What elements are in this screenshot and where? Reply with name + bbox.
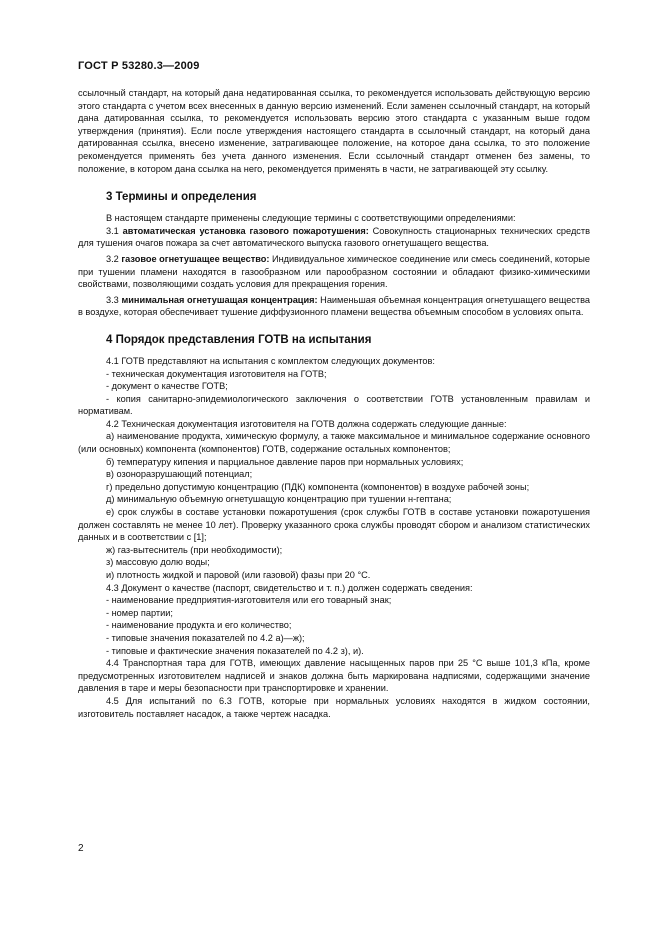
section-4-paragraph: 4.5 Для испытаний по 6.3 ГОТВ, которые при нормальных условиях находятся в жидком состоянии, изготовитель поставляет насадок, а также чертеж насадка. xyxy=(78,695,590,719)
section-4-paragraph: - документ о качестве ГОТВ; xyxy=(106,381,228,392)
section-3-title: 3 Термины и определения xyxy=(106,191,257,204)
term-name: минимальная огнетушащая концентрация: xyxy=(121,294,318,305)
section-4-title: 4 Порядок представления ГОТВ на испытания xyxy=(106,333,372,346)
term-number: 3.2 xyxy=(106,253,122,264)
section-4-body xyxy=(78,355,590,720)
section-4-paragraph: г) предельно допустимую концентрацию (ПДК) компонента (компонентов) в воздухе рабочей зоны; xyxy=(106,481,530,492)
section-4-paragraph: - техническая документация изготовителя на ГОТВ; xyxy=(106,368,327,379)
page-number: 2 xyxy=(78,843,84,854)
term-number: 3.3 xyxy=(106,294,122,305)
term-3-3 xyxy=(78,294,590,319)
section-4-paragraph: з) массовую долю воды; xyxy=(106,557,210,568)
section-4-paragraph: 4.4 Транспортная тара для ГОТВ, имеющих давление насыщенных паров при 25 °С выше 101,3 кПа, кроме предусмотренных изготовителем надписей и знаков должна быть маркирована надписями, содержащими значение давления в таре и меры безопасности при транспортировке и хранении. xyxy=(78,658,590,694)
section-4-paragraph: 4.3 Документ о качестве (паспорт, свидетельство и т. п.) должен содержать сведения: xyxy=(106,582,473,593)
section-4-paragraph: д) минимальную объемную огнетушащую концентрацию при тушении н-гептана; xyxy=(106,494,452,505)
section-3-lead: В настоящем стандарте применены следующие термины с соответствующими определениями: xyxy=(106,213,516,224)
section-4-paragraph: а) наименование продукта, химическую формулу, а также максимальное и минимальное содержание основного (или основных) компонента (компонентов) ГОТВ, содержание остальных компонентов; xyxy=(78,431,590,455)
section-4-paragraph: - копия санитарно-эпидемиологического заключения о соответствии ГОТВ установленным правилам и нормативам. xyxy=(78,393,590,417)
section-4-paragraph: - типовые значения показателей по 4.2 а)—ж); xyxy=(106,632,305,643)
section-4-paragraph: б) температуру кипения и парциальное давление паров при нормальных условиях; xyxy=(106,456,464,467)
section-4-paragraph: и) плотность жидкой и паровой (или газовой) фазы при 20 °С. xyxy=(106,570,371,580)
section-4-paragraph: в) озоноразрушающий потенциал; xyxy=(106,469,253,480)
term-number: 3.1 xyxy=(106,225,123,236)
section-4-paragraph: 4.1 ГОТВ представляют на испытания с комплектом следующих документов: xyxy=(106,355,435,366)
term-3-2 xyxy=(78,253,590,291)
term-name: газовое огнетушащее вещество: xyxy=(121,253,270,264)
document-header: ГОСТ Р 53280.3—2009 xyxy=(78,60,200,72)
intro-paragraph: ссылочный стандарт, на который дана недатированная ссылка, то рекомендуется использовать действующую версию этого стандарта с учетом всех внесенных в данную версию изменений. Если заменен ссылочный стандарт, на который дана датированная ссылка, то рекомендуется использовать версию этого стандарта с указанным выше годом утверждения (принятия). Если после утверждения настоящего стандарта в ссылочный стандарт, на который дана датированная ссылка, внесено изменение, затрагивающее положение, на которое дана ссылка, то это положение рекомендуется применять без учета данного изменения. Если ссылочный стандарт отменен без замены, то положение, в котором дана ссылка на него, рекомендуется применять в части, не затрагивающей эту ссылку. xyxy=(78,88,590,174)
term-definition: Наименьшая объемная концентрация огнетушащего вещества в воздухе, которая обеспечивает тушение диффузионного пламени вещества объемным способом в условиях опыта. xyxy=(78,294,590,318)
section-4-paragraph: - наименование предприятия-изготовителя или его товарный знак; xyxy=(106,595,392,606)
term-3-1 xyxy=(78,225,590,250)
section-4-paragraph: - номер партии; xyxy=(106,607,173,618)
section-4-paragraph: - наименование продукта и его количество; xyxy=(106,620,292,631)
term-definition: Совокупность стационарных технических средств для тушения очагов пожара за счет автоматического выпуска газового огнетушащего вещества. xyxy=(78,225,590,249)
term-name: автоматическая установка газового пожаротушения: xyxy=(122,225,369,236)
page-body xyxy=(78,87,590,720)
section-4-paragraph: ж) газ-вытеснитель (при необходимости); xyxy=(106,544,283,555)
section-4-paragraph: е) срок службы в составе установки пожаротушения (срок службы ГОТВ в составе установки пожаротушения должен составлять не менее 10 лет). Проверку указанного срока службы проводят сбором и анализом статистических данных и в соответствии с [1]; xyxy=(78,507,590,543)
section-4-paragraph: 4.2 Техническая документация изготовителя на ГОТВ должна содержать следующие данные: xyxy=(106,418,507,429)
section-4-paragraph: - типовые и фактические значения показателей по 4.2 з), и). xyxy=(106,645,364,656)
term-definition: Индивидуальное химическое соединение или смесь соединений, которые при тушении пламени находятся в газообразном или парообразном состоянии и обладают физико-химическими свойствами, позволяющими создать условия для прекращения горения. xyxy=(78,253,590,290)
